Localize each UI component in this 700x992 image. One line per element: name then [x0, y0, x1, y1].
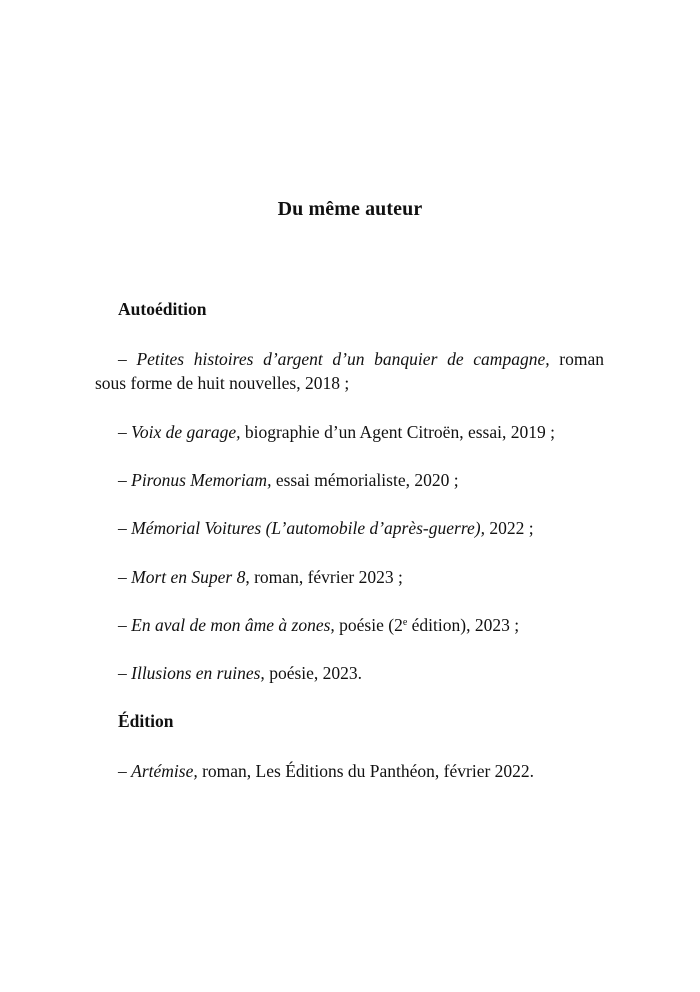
entry-dash: –: [118, 518, 132, 538]
section-heading-autoedition: Autoédition: [118, 299, 207, 319]
entry-details: , roman, février 2023 ;: [245, 567, 403, 587]
entry-dash: –: [118, 761, 132, 781]
entry-details: édition), 2023 ;: [407, 615, 520, 635]
entry-dash: –: [118, 567, 132, 587]
entry-details: essai mémorialiste, 2020 ;: [271, 470, 459, 490]
entry-dash: –: [118, 349, 137, 369]
entry-dash: –: [118, 422, 132, 442]
page-title: Du même auteur: [277, 198, 423, 220]
bibliography-entry: [118, 421, 555, 443]
entry-details: poésie, 2023.: [264, 663, 363, 683]
entry-title: Mort en Super 8: [131, 567, 246, 587]
entry-details: roman, Les Éditions du Panthéon, février 2022.: [197, 761, 535, 781]
bibliography-entry: [118, 566, 403, 588]
bibliography-entry: [118, 517, 534, 539]
bibliography-entry: [95, 348, 604, 370]
entry-title: Petites histoires d’argent d’un banquier de campagne,: [136, 349, 550, 369]
section-heading-edition: Édition: [118, 711, 174, 731]
ordinal-superscript: e: [402, 617, 408, 628]
bibliography-entry-continuation: sous forme de huit nouvelles, 2018 ;: [95, 373, 350, 393]
bibliography-entry: [118, 469, 459, 491]
entry-details: biographie d’un Agent Citroën, essai, 2019 ;: [240, 422, 555, 442]
entry-details: 2022 ;: [484, 518, 534, 538]
entry-dash: –: [118, 615, 132, 635]
bibliography-entry: [118, 614, 519, 636]
entry-title: Mémorial Voitures (L’automobile d’après-guerre),: [131, 518, 485, 538]
entry-dash: –: [118, 663, 132, 683]
entry-title: Illusions en ruines,: [131, 663, 265, 683]
bibliography-entry: [118, 760, 534, 782]
entry-dash: –: [118, 470, 132, 490]
entry-title: Voix de garage,: [131, 422, 241, 442]
entry-details: poésie (2: [334, 615, 403, 635]
entry-title: Pironus Memoriam,: [131, 470, 272, 490]
entry-details: roman: [549, 349, 604, 369]
entry-title: En aval de mon âme à zones,: [131, 615, 335, 635]
bibliography-entry: [118, 662, 362, 684]
entry-title: Artémise,: [131, 761, 198, 781]
